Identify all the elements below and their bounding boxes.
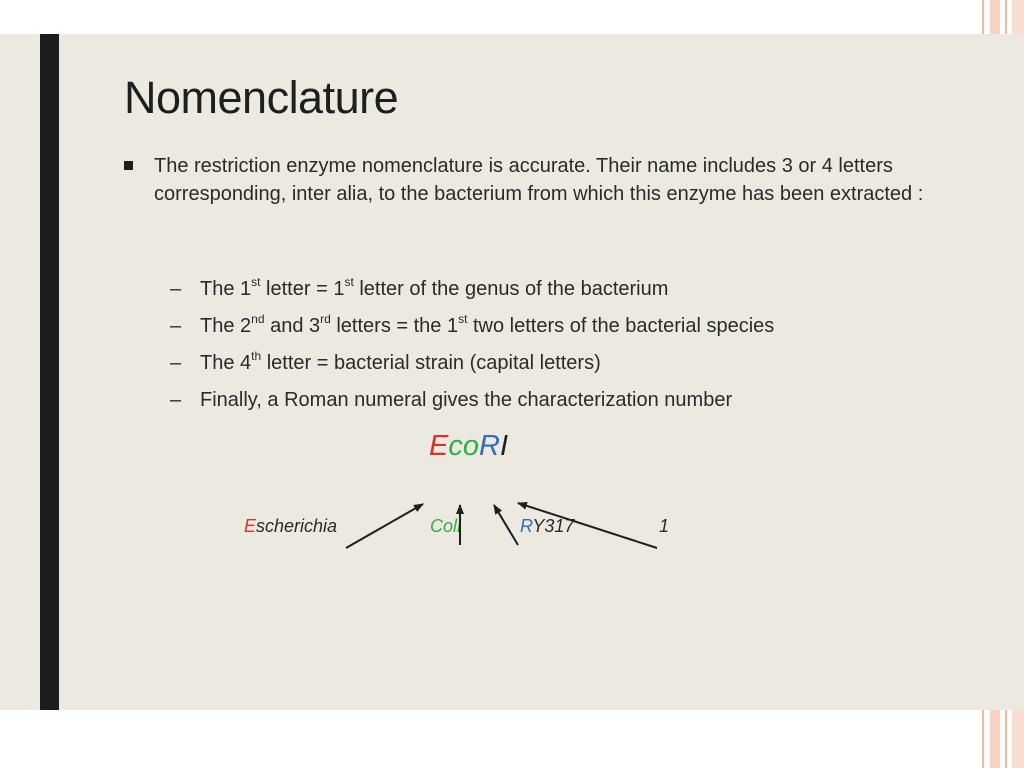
dash-icon: – — [170, 315, 182, 337]
label-strain-rest: Y317 — [532, 516, 575, 536]
label-coli-initial: C — [430, 516, 443, 536]
text-fragment: two letters of the bacterial species — [467, 315, 775, 337]
text-fragment: Finally, a Roman numeral gives the characterization number — [200, 389, 733, 411]
dash-icon: – — [170, 278, 182, 300]
arrow-strain — [494, 505, 518, 545]
enzyme-letter: I — [499, 430, 508, 462]
text-fragment: The 1 — [200, 278, 252, 300]
label-roman-number: 1 — [659, 516, 670, 536]
ordinal-suffix: rd — [320, 312, 331, 327]
arrow-number — [518, 503, 657, 548]
text-fragment: letter = bacterial strain (capital letters) — [261, 352, 601, 374]
enzyme-letter: co — [448, 430, 479, 462]
text-fragment: letters = the 1 — [330, 315, 459, 337]
enzyme-letter: E — [429, 430, 449, 462]
text-fragment: letter of the genus of the bacterium — [353, 278, 669, 300]
ordinal-suffix: st — [458, 312, 468, 327]
ordinal-suffix: nd — [251, 312, 265, 327]
text-fragment: The 2 — [200, 315, 252, 337]
label-strain-initial: R — [520, 516, 533, 536]
text-fragment: and 3 — [264, 315, 321, 337]
ordinal-suffix: st — [251, 275, 261, 290]
label-escherichia-initial: E — [244, 516, 257, 536]
dash-icon: – — [170, 389, 182, 411]
enzyme-letter: R — [478, 430, 500, 462]
ordinal-suffix: st — [344, 275, 354, 290]
bullet-text: The restriction enzyme nomenclature is accurate. Their name includes 3 or 4 letters corresponding, inter alia, to the bacterium from which this enzyme has been extracted : — [154, 155, 924, 205]
label-escherichia-rest: scherichia — [256, 516, 338, 536]
slide-title: Nomenclature — [124, 72, 399, 123]
ordinal-suffix: th — [251, 349, 262, 364]
dash-icon: – — [170, 352, 182, 374]
text-fragment: The 4 — [200, 352, 252, 374]
text-fragment: letter = 1 — [260, 278, 345, 300]
label-coli-rest: oli — [443, 516, 462, 536]
arrow-escherichia — [346, 504, 423, 548]
